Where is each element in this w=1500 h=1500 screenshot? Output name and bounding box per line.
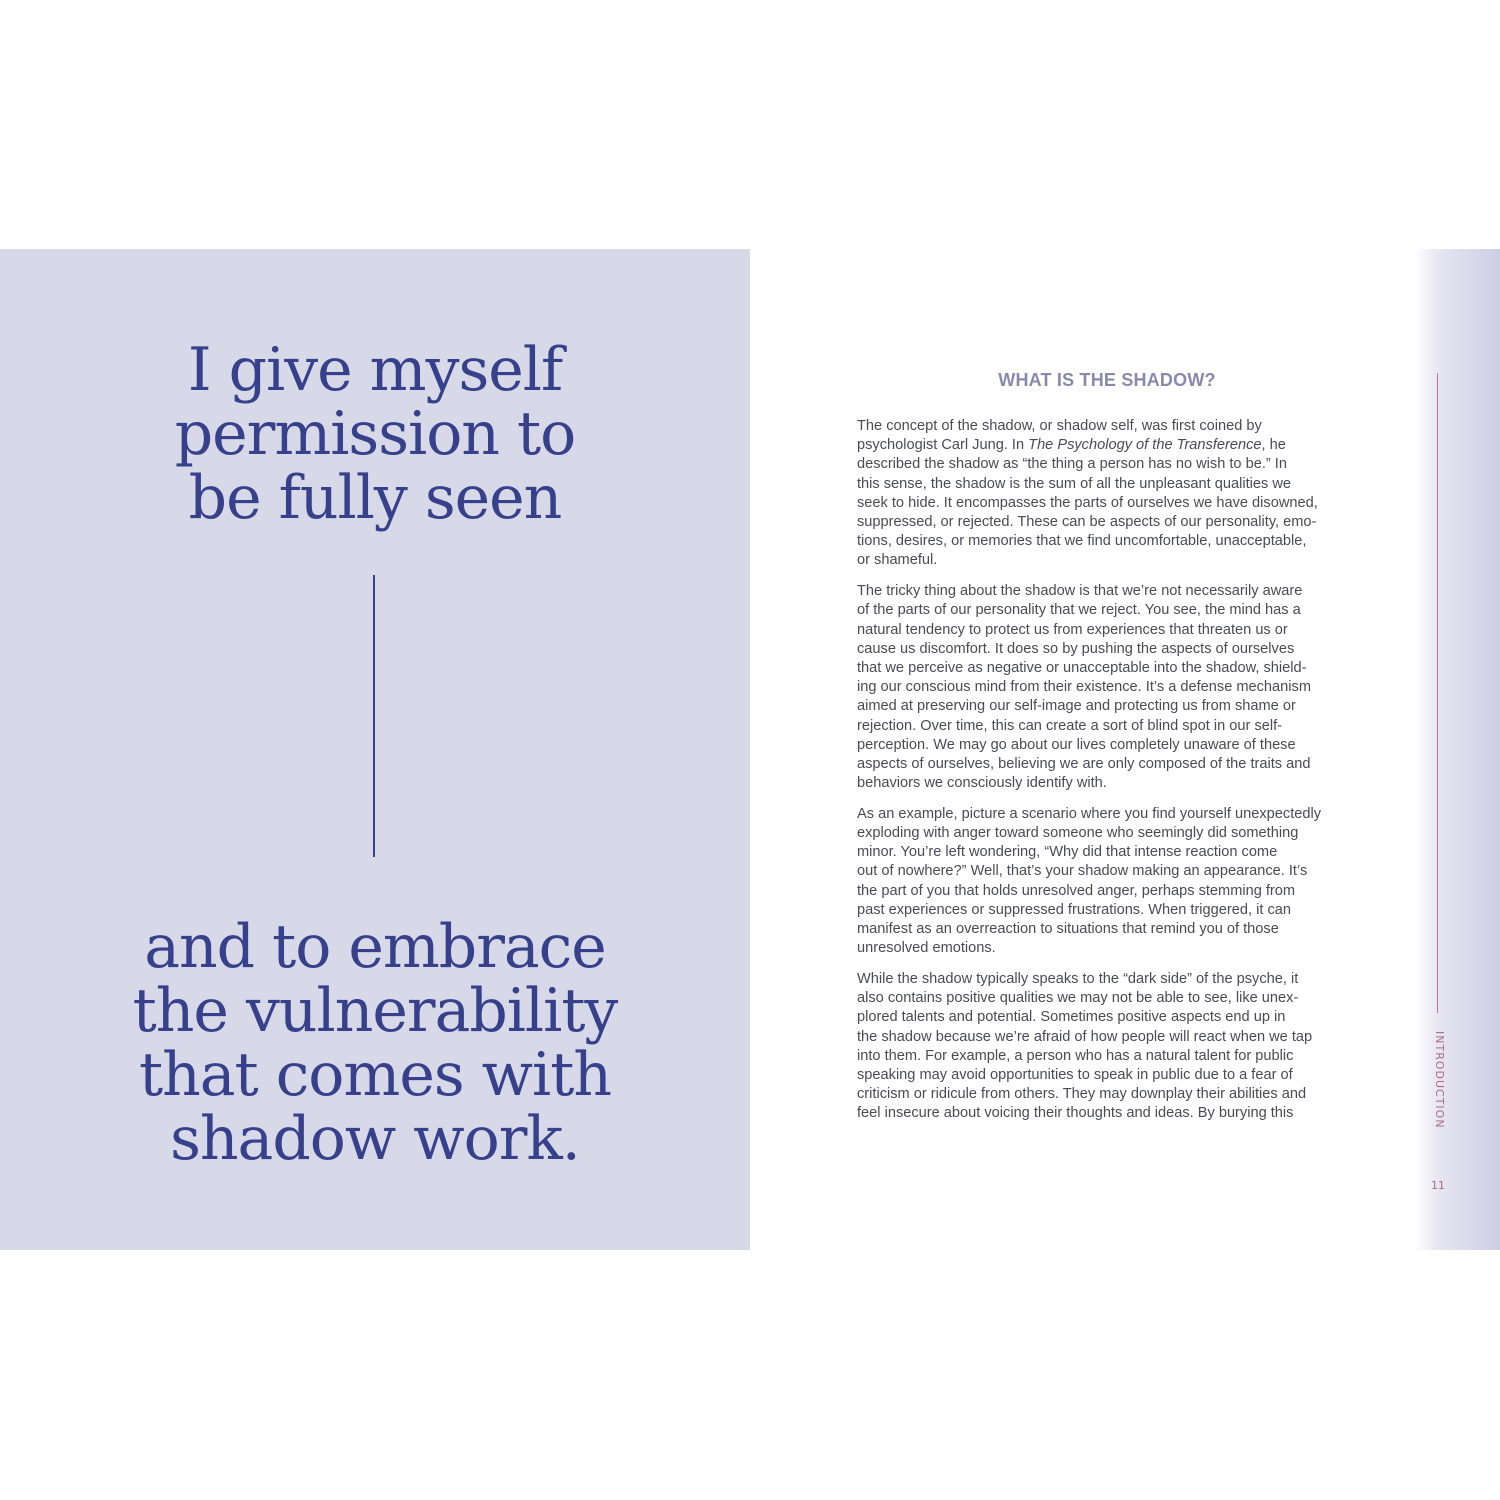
text-line: into them. For example, a person who has a natural talent for public [857,1047,1294,1064]
text-line: described the shadow as “the thing a person has no wish to be.” In [857,456,1287,473]
paragraph-2 [857,582,1362,793]
text-line: perception. We may go about our lives completely unaware of these [857,736,1296,753]
affirmation-line: the vulnerability [132,976,618,1046]
affirmation-line: shadow work. [170,1104,580,1174]
text-line: suppressed, or rejected. These can be aspects of our personality, emo- [857,514,1317,531]
page-edge-shading [1414,249,1500,1250]
affirmation-bottom [0,912,750,1174]
text-line: While the shadow typically speaks to the “dark side” of the psyche, it [857,970,1299,987]
text-line: out of nowhere?” Well, that’s your shadow making an appearance. It’s [857,863,1308,880]
text-segment: psychologist Carl Jung. In [857,437,1029,454]
text-line: minor. You’re left wondering, “Why did that intense reaction come [857,844,1278,861]
text-line: feel insecure about voicing their thoughts and ideas. By burying this [857,1105,1294,1122]
text-line: that we perceive as negative or unacceptable into the shadow, shield- [857,659,1307,676]
text-line: seek to hide. It encompasses the parts of ourselves we have disowned, [857,494,1318,511]
body-text [857,417,1362,1135]
left-page [0,249,750,1250]
text-line: this sense, the shadow is the sum of all the unpleasant qualities we [857,475,1292,492]
text-line: The concept of the shadow, or shadow self, was first coined by [857,418,1262,434]
affirmation-top [0,335,750,533]
affirmation-line: be fully seen [188,463,562,533]
text-line: the part of you that holds unresolved anger, perhaps stemming from [857,882,1296,899]
book-title: The Psychology of the Transference [1028,437,1262,454]
text-line: tions, desires, or memories that we find uncomfortable, unacceptable, [857,533,1307,550]
text-line: ing our conscious mind from their existence. It’s a defense mechanism [857,679,1311,696]
affirmation-line: I give myself [187,335,563,405]
section-heading: WHAT IS THE SHADOW? [998,370,1216,390]
text-line: behaviors we consciously identify with. [857,775,1107,792]
affirmation-line: permission to [174,399,576,469]
paragraph-3 [857,805,1362,959]
book-spread [0,249,1500,1250]
vertical-divider [373,575,375,857]
text-line: aspects of ourselves, believing we are only composed of the traits and [857,755,1311,772]
side-rule [1437,373,1438,1013]
text-line: criticism or ridicule from others. They may downplay their abilities and [857,1086,1307,1103]
text-line: also contains positive qualities we may not be able to see, like unex- [857,990,1299,1007]
text-line: rejection. Over time, this can create a sort of blind spot in our self- [857,717,1283,734]
affirmation-line: that comes with [138,1040,611,1110]
page-number: 11 [1431,1179,1445,1192]
text-line: or shameful. [857,552,938,569]
text-line: As an example, picture a scenario where you find yourself unexpectedly [857,805,1322,822]
text-line: the shadow because we’re afraid of how people will react when we tap [857,1028,1313,1045]
text-line: past experiences or suppressed frustrations. When triggered, it can [857,901,1291,918]
text-line: of the parts of our personality that we reject. You see, the mind has a [857,602,1301,619]
text-line: unresolved emotions. [857,940,996,957]
text-line: aimed at preserving our self-image and protecting us from shame or [857,698,1296,715]
text-line: plored talents and potential. Sometimes positive aspects end up in [857,1009,1286,1026]
affirmation-line: and to embrace [144,912,606,982]
text-line: natural tendency to protect us from experiences that threaten us or [857,621,1288,638]
text-line: The tricky thing about the shadow is that we’re not necessarily aware [857,583,1303,600]
text-segment: , he [1261,437,1286,454]
paragraph-1 [857,417,1362,571]
text-line: exploding with anger toward someone who seemingly did something [857,825,1299,842]
text-line: cause us discomfort. It does so by pushing the aspects of ourselves [857,640,1295,657]
paragraph-4 [857,970,1362,1124]
text-line: speaking may avoid opportunities to speak in public due to a fear of [857,1067,1293,1083]
right-page [750,249,1500,1250]
text-line [857,436,1362,455]
section-label: INTRODUCTION [1433,1031,1446,1129]
text-line: manifest as an overreaction to situations that remind you of those [857,921,1279,938]
